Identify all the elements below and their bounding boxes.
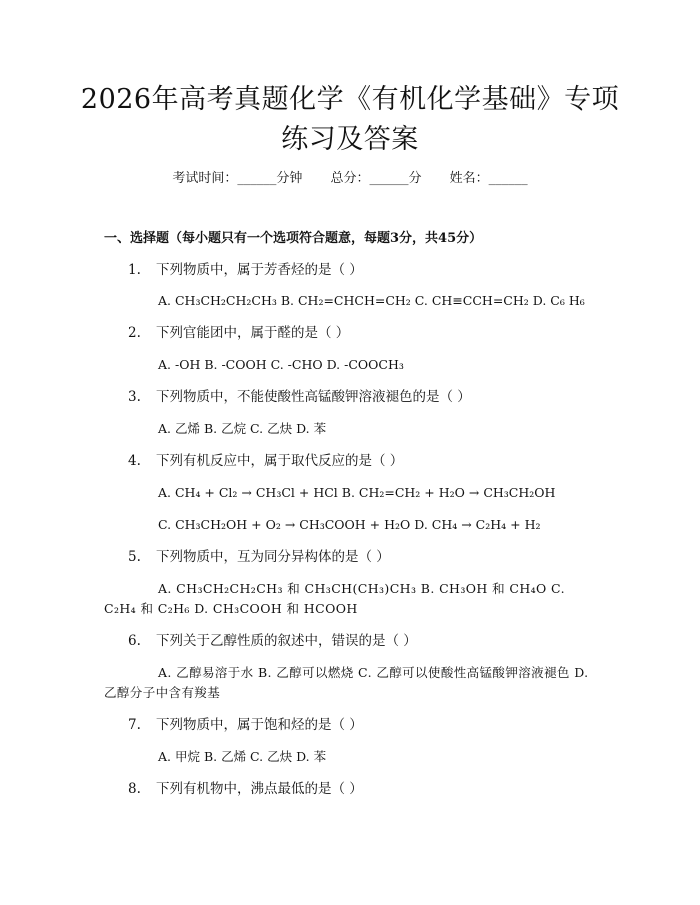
question-2-options: A. -OH B. -COOH C. -CHO D. -COOCH₃ <box>158 357 404 372</box>
question-text: 下列物质中，属于饱和烃的是（ ） <box>156 717 363 733</box>
question-6 <box>128 632 417 650</box>
question-text: 下列物质中，属于芳香烃的是（ ） <box>156 262 363 278</box>
question-number: 6. <box>128 633 141 649</box>
question-text: 下列物质中，不能使酸性高锰酸钾溶液褪色的是（ ） <box>156 389 471 405</box>
question-2 <box>128 324 349 342</box>
question-text: 下列关于乙醇性质的叙述中，错误的是（ ） <box>156 633 417 649</box>
exam-meta <box>0 170 700 188</box>
question-5 <box>128 548 390 566</box>
question-3-options: A. 乙烯 B. 乙烷 C. 乙炔 D. 苯 <box>158 421 327 436</box>
question-4-options-cd: C. CH₃CH₂OH + O₂ → CH₃COOH + H₂O D. CH₄ → C₂H₄ + H₂ <box>158 517 541 532</box>
question-4-options-ab: A. CH₄ + Cl₂ → CH₃Cl + HCl B. CH₂=CH₂ + H₂O → CH₃CH₂OH <box>158 485 556 500</box>
question-4 <box>128 452 403 470</box>
question-number: 2. <box>128 325 141 341</box>
question-text: 下列有机反应中，属于取代反应的是（ ） <box>156 453 404 469</box>
question-text: 下列物质中，互为同分异构体的是（ ） <box>156 549 390 565</box>
question-number: 7. <box>128 717 141 733</box>
question-text: 下列官能团中，属于醛的是（ ） <box>156 325 350 341</box>
question-7-options: A. 甲烷 B. 乙烯 C. 乙炔 D. 苯 <box>158 749 327 764</box>
question-3 <box>128 388 471 406</box>
question-number: 5. <box>128 549 141 565</box>
document-title <box>60 80 640 160</box>
exam-time: 考试时间：______分钟 <box>172 171 303 186</box>
question-number: 1. <box>128 262 141 278</box>
question-text: 下列有机物中，沸点最低的是（ ） <box>156 781 363 797</box>
question-8 <box>128 780 363 798</box>
section-heading: 一、选择题（每小题只有一个选项符合题意，每题3分，共45分） <box>104 231 483 246</box>
question-1 <box>128 261 363 279</box>
question-5-options: A. CH₃CH₂CH₂CH₃ 和 CH₃CH(CH₃)CH₃ B. CH₃OH 和 CH₄O C. C₂H₄ 和 C₂H₆ D. CH₃COOH 和 HCOOH <box>104 581 565 616</box>
question-number: 4. <box>128 453 141 469</box>
question-1-options: A. CH₃CH₂CH₂CH₃ B. CH₂=CHCH=CH₂ C. CH≡CCH=CH₂ D. C₆ H₆ <box>158 293 585 308</box>
question-6-options: A. 乙醇易溶于水 B. 乙醇可以燃烧 C. 乙醇可以使酸性高锰酸钾溶液褪色 D. 乙醇分子中含有羧基 <box>104 665 589 700</box>
exam-score: 总分：______分 <box>330 171 422 186</box>
question-7 <box>128 716 363 734</box>
title-line-1: 2026年高考真题化学《有机化学基础》专项 <box>80 84 620 115</box>
student-name: 姓名：______ <box>449 171 528 186</box>
question-number: 3. <box>128 389 141 405</box>
question-number: 8. <box>128 781 141 797</box>
title-line-2: 练习及答案 <box>281 124 419 155</box>
